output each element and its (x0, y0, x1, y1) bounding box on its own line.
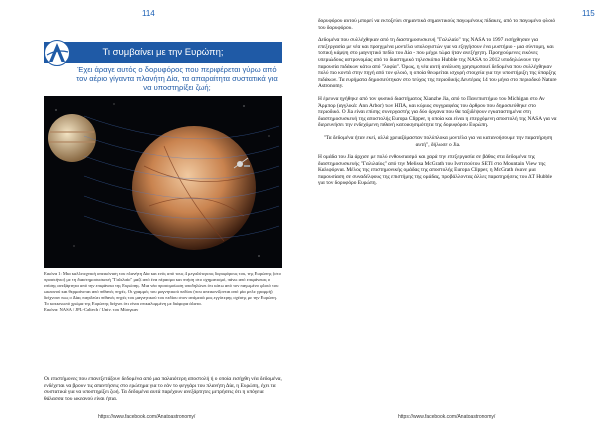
right-paragraph: δορυφόρου αυτού μπορεί να εκτοξεύει σημαντικά σημαντικούς παγωμένους πίδακες, από το παγωμένο φλοιό του δορυφόρου. (318, 18, 556, 31)
caption-text: Εικόνα 1: Μια καλλιτεχνική απεικόνιση του πλανήτη Δία και ενός από τους 4 μεγαλύτερους δορυφόρους του, της Ευρώπης (στο προσκήνιο) με τη διαστημοσυσκευή "Γαλιλαίο" μαζί από ένα πέρασμα και πτήση στο σχηματισμό, πάνω από επιφάνειας ο επίσης ανεξάρτητα από την επιφάνεια της Ευρώπης. Μια νέα προσομοίωση υποδηλώνει ότι κάτω από τον παγωμένο φλοιό του ωκεανού και θερμαίνεται από πιθανές πηγές. Οι γραμμές του μαγνητικού πεδίου (που απεικονίζονται από μία μπλε γραμμή) δείχνουν πως ο Δίας παγιδεύει πιθανές πηγές του μαγνητικού του πεδίου στον ανάμεσά μας εγγύτερης σχέσης με την Ευρώπη. Το κοκκινωπό χρώμα της Ευρώπης δείχνει ότι είναι επικαλυμμένη με διάφορα άλατα. (44, 271, 281, 306)
article-header-band (44, 42, 282, 63)
left-body-paragraph: Οι επιστήμονες που επανεξετάζουν δεδομένα από μια παλαιότερη αποστολή ή ο οποία εισήχθη νέα δεδομένα, ενδέχεται να βρουν τις απαντήσεις στο ερώτημα για το εάν το φεγγάρι του πλανήτη Δία, η Ευρώπη, έχει τα συστατικά για να υποστηρίξει ζωή. Τα δεδομένα αυτά παρέχουν ανεξάρτητες μετρήσεις ότι η υπόγεια θάλασσα του ωκεανού είναι ήπια. (44, 376, 282, 402)
space-scene (44, 96, 282, 268)
footer-link-right[interactable]: https://www.facebook.com/Anatoastronomy/ (398, 414, 496, 420)
page-number-right: 115 (582, 9, 595, 18)
right-paragraph: Η ομάδα του Jia άρχισε με πολύ ενθουσιασμό και χαρά την επεξεργασία σε βάθος στα δεδομένα της διαστημοσυσκευής "Γαλιλαίος" από την Melissa McGrath του Ινστιτούτου SETI στο Mountain View της Καλιφόρνια. Μέλος της επιστημονικής ομάδας της αποστολής Europa Clipper, η McGrath έκανε μια παρουσίαση σε συναδέλφους της επιστήμης της ομάδας, προβάλλοντας άλλες παρατηρήσεις του ΔT Hubble για τον δορυφόρο Ευρώπη. (318, 154, 553, 187)
article-title: Τι συμβαίνει με την Ευρώπη; (102, 47, 224, 58)
right-paragraph: Η έρευνα ηγήθηκε από τον φυσικό διαστήματος Xianzhe Jia, από το Πανεπιστήμιο του Michigan στο Αν Άρμπορ (αγγλικά: Ann Arbor) των ΗΠΑ, και κύριος συγγραφέας του άρθρου που δημοσιεύθηκε στο περιοδικό. Ο Jia είναι επίσης συνεργαστής για δύο όργανα που θα ταξιδέψουν εγκαταστημένα στη διαστημοσυσκευή της αποστολής Europa Clipper, η οποία και είναι η επερχόμενη αποστολή της NASA για να διερευνήσει την ενδεχόμενη πιθανή κατοικησιμότητα της δορυφόρου Ευρώπη. (318, 95, 557, 129)
right-paragraph: Δεδομένα που συλλέχθηκαν από τη διαστημοσυσκευή "Γαλιλαίο" της NASA το 1997 εισήχθησαν για επεξεργασία με νέα και προηγμένα μοντέλα υπολογιστών για να εξηγήσουν ένα μυστήριο - μια σύντομη, και τοπική κάμψη στο μαγνητικό πεδίο του Δία - που μέχρι τώρα ήταν ανεξήγητη. Προηγούμενες εικόνες υπεριώδους αστρονομίας από το διαστημικό τηλεσκόπιο Hubble της NASA το 2012 υποδηλώνουν την παρουσία πιδάκων κάτω από "λοφία". Όμως, η νέα αυτή ανάλυση χρησιμοποιεί δεδομένα που συλλέχθηκαν πολύ πιο κοντά στην πηγή από τον φλοιό, η οποία θεωρείται ισχυρή στοιχεία για την υποστήριξη της ύπαρξης πιδάκων. Τα ευρήματα δημοσιεύτηκαν στο τεύχος της περιοδικής Δευτέρας 14 του μήνα στο περιοδικό Nature Astronomy. (318, 37, 557, 90)
left-body-text (44, 376, 282, 402)
right-column-text (318, 18, 558, 193)
right-page (300, 0, 600, 424)
astronomy-logo-icon (44, 40, 70, 66)
jupiter-planet (48, 114, 96, 162)
figure-caption (44, 271, 282, 313)
article-subtitle: Έχει άραγε αυτός ο δορυφόρος που περιφέρεται γύρω από τον αέριο γίγαντα πλανήτη Δία, τα απαραίτητα συστατικά για να υποστηρίξει ζωή; (76, 65, 278, 92)
caption-credit: Εικόνα: NASA / JPL-Caltech / Univ. του Μίσιγκαν (44, 307, 139, 312)
europa-moon (132, 126, 256, 250)
jupiter-europa-illustration (44, 96, 282, 268)
quote-paragraph: "Τα δεδομένα ήταν εκεί, αλλά χρειαζόμασταν πολύπλοκα μοντέλα για να κατανοήσουμε την παρατήρηση αυτή", δήλωσε ο Jia. (323, 134, 553, 148)
page-number-left: 114 (142, 9, 155, 18)
footer-link-left[interactable]: https://www.facebook.com/Anatoastronomy/ (98, 414, 196, 420)
